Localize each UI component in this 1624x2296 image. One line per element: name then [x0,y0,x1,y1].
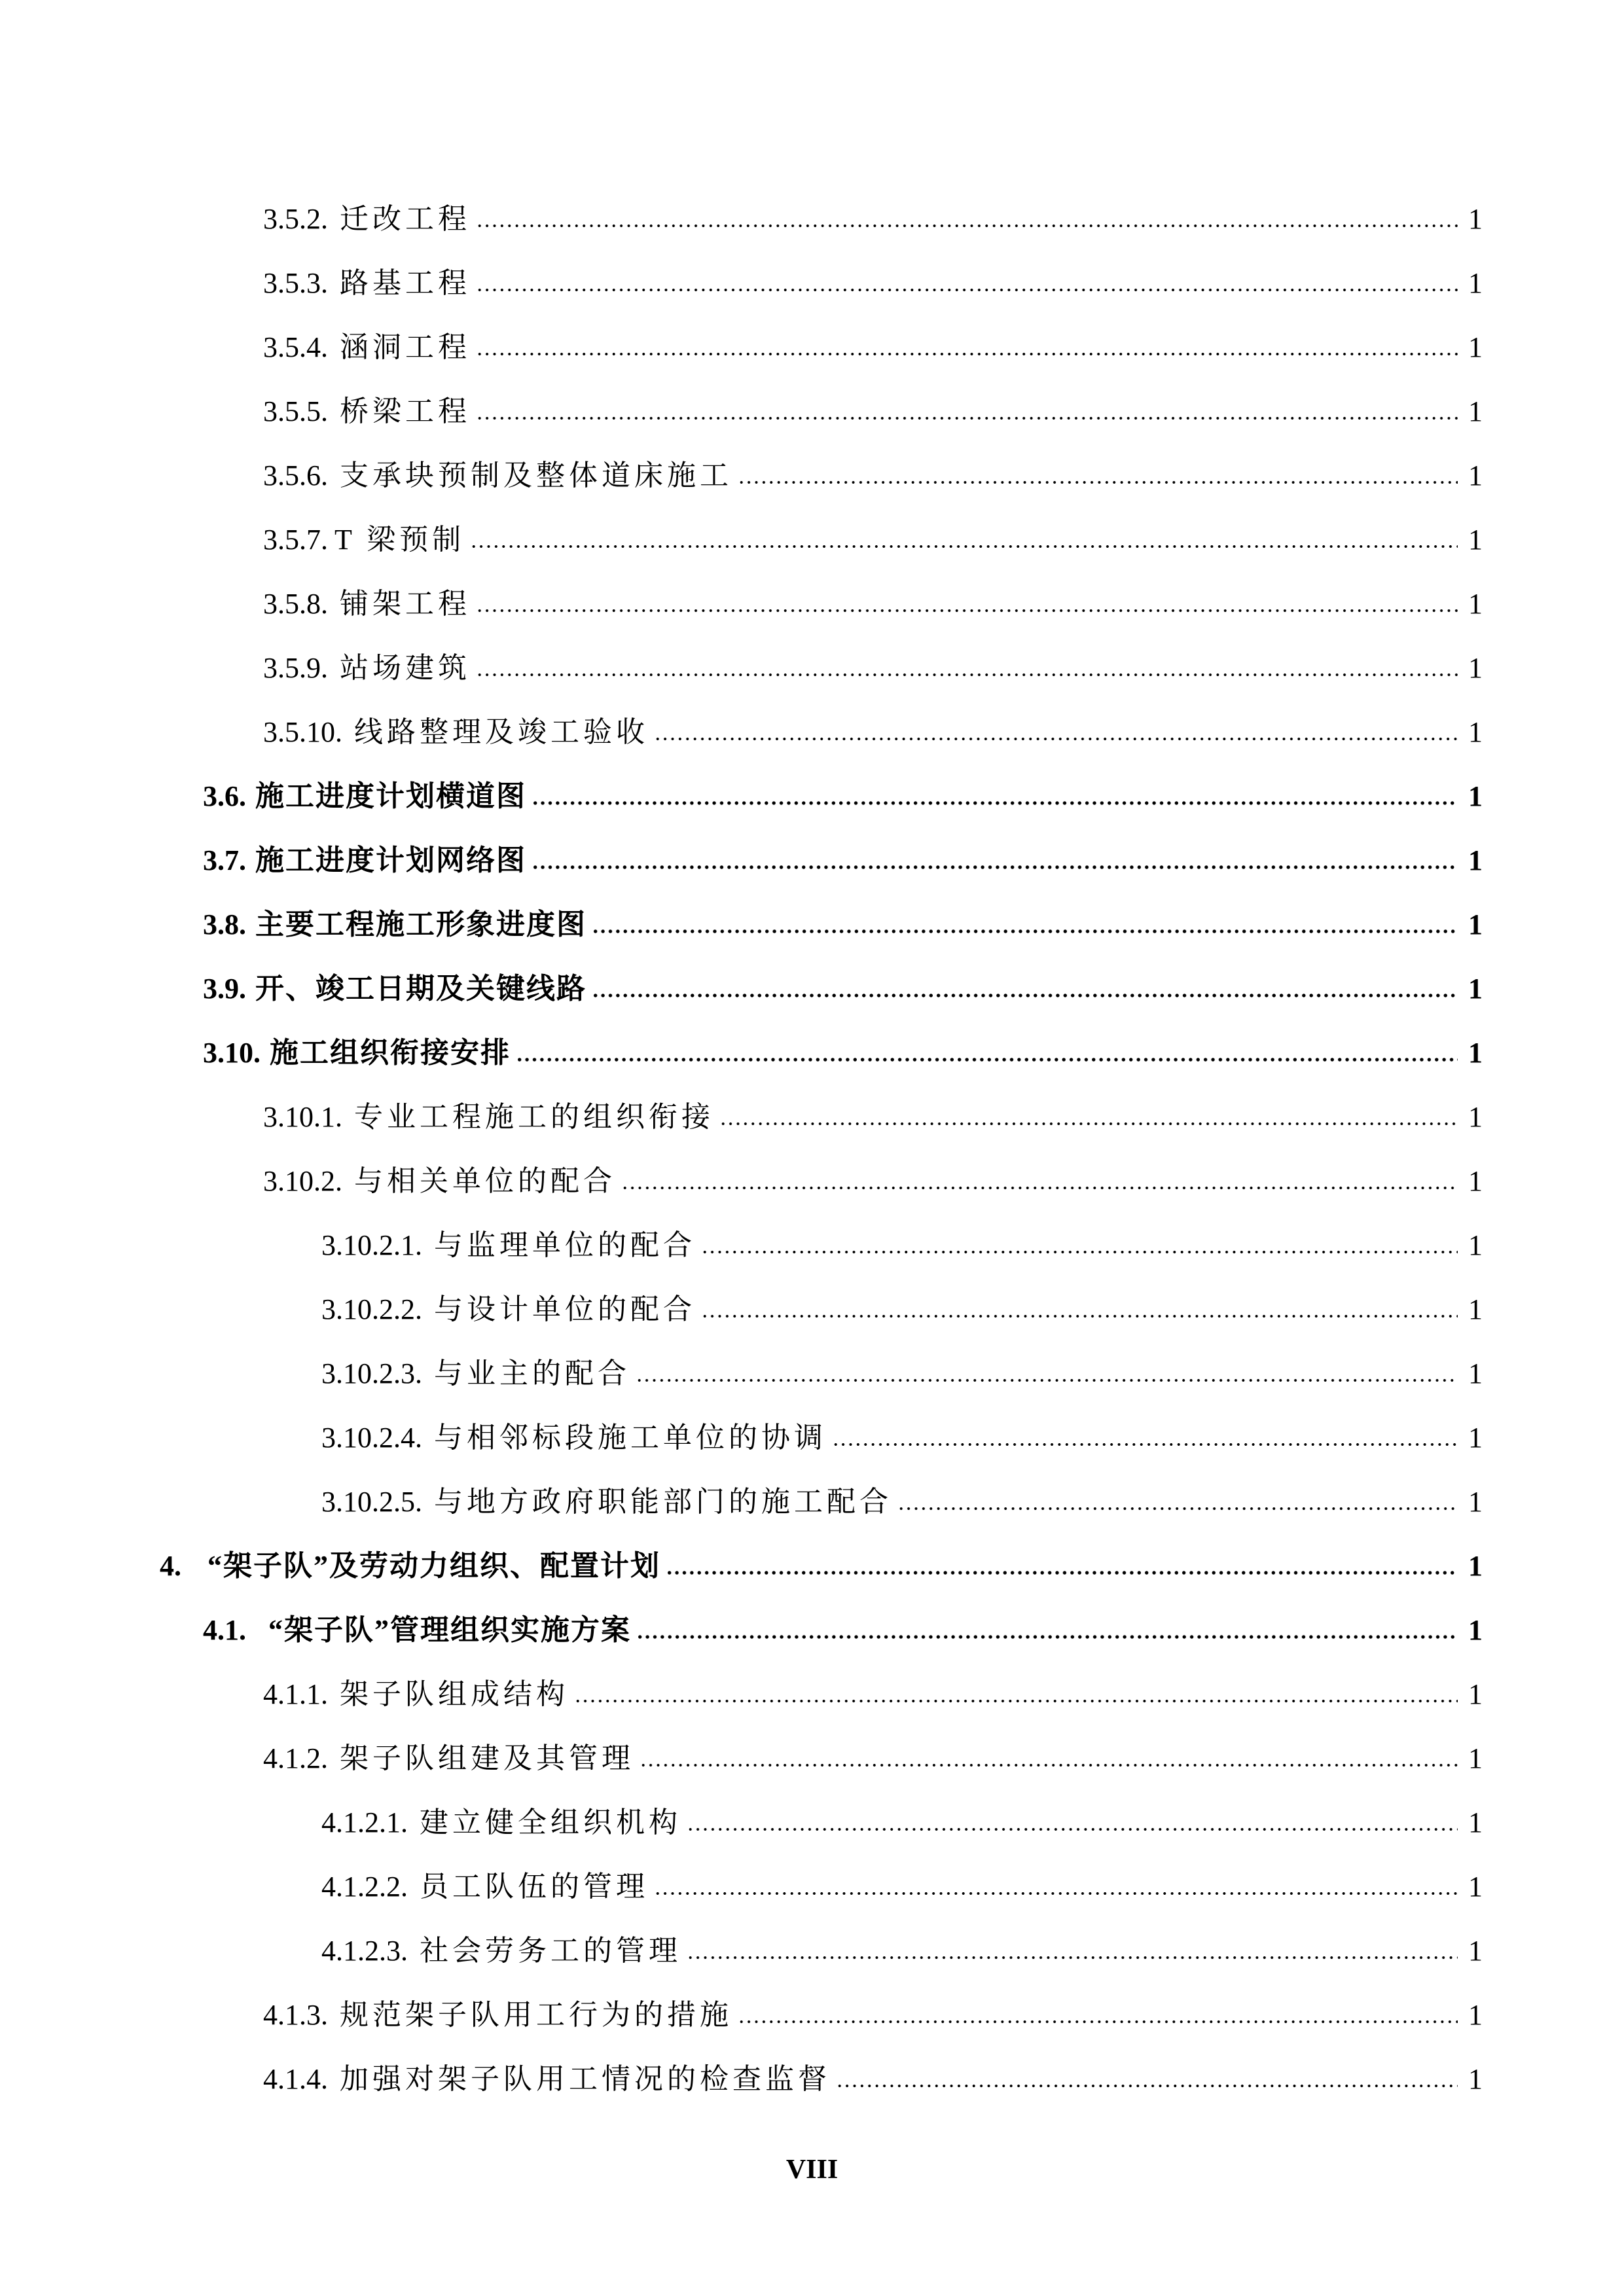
dot-leader [592,929,1458,934]
dot-leader [666,1570,1458,1575]
page-number-footer: VIII [785,2155,839,2185]
toc-entry-number: 3.10.2.2. [321,1293,422,1325]
dot-leader [719,1121,1458,1126]
toc-entry-number: 4.1.2.3. [321,1935,408,1967]
dot-leader [476,672,1458,677]
toc-entry[interactable] [263,578,1483,630]
toc-entry[interactable] [321,1219,1483,1272]
dot-leader [476,287,1458,293]
toc-entry-title: 开、竣工日期及关键线路 [255,973,586,1005]
dot-leader [687,1955,1458,1960]
toc-entry-title: 与相邻标段施工单位的协调 [434,1422,827,1454]
toc-entry-page: 1 [1468,973,1483,1005]
toc-entry-number: 3.5.8. [263,588,328,620]
toc-entry-page: 1 [1468,331,1483,363]
toc-entry-title: 主要工程施工形象进度图 [255,908,586,941]
toc-entry[interactable] [263,706,1483,759]
dot-leader [532,865,1458,870]
toc-entry-number: 3.10.2.5. [321,1486,422,1518]
toc-entry[interactable] [263,1668,1483,1721]
toc-entry-number: 3.5.7. [263,524,328,556]
toc-entry-page: 1 [1468,395,1483,427]
toc-entry[interactable] [203,834,1483,887]
toc-entry-page: 1 [1468,1935,1483,1967]
toc-entry-title: 员工队伍的管理 [420,1871,649,1903]
toc-entry-title: 涵洞工程 [340,331,471,363]
toc-entry-number: 3.5.3. [263,267,328,299]
toc-entry[interactable] [263,386,1483,438]
toc-entry[interactable] [203,770,1483,823]
toc-entry-page: 1 [1468,1999,1483,2031]
toc-entry-title: T 梁预制 [334,524,465,556]
dot-leader [574,1698,1458,1704]
toc-entry-title: 迁改工程 [340,203,471,235]
toc-entry-number: 4.1.2.2. [321,1871,408,1903]
toc-entry-page: 1 [1468,1422,1483,1454]
dot-leader [687,1827,1458,1832]
toc-entry[interactable] [203,1604,1483,1657]
toc-entry-title: “架子队”管理组织实施方案 [268,1614,631,1646]
toc-entry-page: 1 [1468,1550,1483,1582]
dot-leader [701,1314,1458,1319]
toc-entry-number: 3.5.2. [263,203,328,235]
toc-entry[interactable] [321,1348,1483,1400]
dot-leader [476,223,1458,228]
toc-entry-number: 4.1.1. [263,1678,328,1710]
toc-entry-number: 4.1.4. [263,2063,328,2095]
toc-entry-number: 4.1.3. [263,1999,328,2031]
toc-entry[interactable] [263,514,1483,566]
toc-entry-page: 1 [1468,1293,1483,1325]
toc-entry-page: 1 [1468,1806,1483,1839]
toc-entry-title: 与地方政府职能部门的施工配合 [434,1486,892,1518]
toc-entry-page: 1 [1468,203,1483,235]
toc-entry[interactable] [263,193,1483,245]
toc-entry-number: 3.7. [203,844,246,876]
dot-leader [516,1057,1458,1062]
dot-leader [701,1249,1458,1255]
toc-entry[interactable] [263,1155,1483,1208]
toc-entry-number: 3.10. [203,1037,261,1069]
toc-entry-page: 1 [1468,1165,1483,1197]
dot-leader [832,1442,1458,1447]
toc-entry-number: 3.5.10. [263,716,342,748]
toc-entry[interactable] [321,1925,1483,1977]
toc-entry-number: 4. [160,1550,181,1582]
toc-entry-title: 路基工程 [340,267,471,299]
toc-entry[interactable] [263,1091,1483,1143]
toc-entry-page: 1 [1468,716,1483,748]
toc-entry-number: 3.6. [203,780,246,812]
toc-entry-number: 3.5.6. [263,459,328,492]
toc-entry-number: 3.10.2.1. [321,1229,422,1261]
toc-entry-number: 3.10.1. [263,1101,342,1133]
toc-entry-number: 3.10.2. [263,1165,342,1197]
dot-leader [654,1891,1458,1896]
dot-leader [476,351,1458,357]
toc-entry-title: 社会劳务工的管理 [420,1935,681,1967]
toc-entry[interactable] [263,2053,1483,2106]
toc-entry-title: 铺架工程 [340,588,471,620]
toc-entry-title: 加强对架子队用工情况的检查监督 [340,2063,831,2095]
dot-leader [654,736,1458,742]
toc-entry-number: 3.9. [203,973,246,1005]
toc-entry-title: 建立健全组织机构 [420,1806,681,1839]
dot-leader [470,544,1458,549]
toc-entry[interactable] [203,899,1483,951]
toc-entry-title: 站场建筑 [340,652,471,684]
toc-entry[interactable] [263,321,1483,374]
toc-entry-title: 与设计单位的配合 [434,1293,696,1325]
toc-entry-title: 施工进度计划横道图 [255,780,526,812]
toc-entry-title: 与监理单位的配合 [434,1229,696,1261]
dot-leader [738,2019,1458,2024]
toc-entry[interactable] [321,1476,1483,1528]
toc-entry-page: 1 [1468,908,1483,941]
toc-entry-title: “架子队”及劳动力组织、配置计划 [208,1550,660,1582]
toc-entry[interactable] [203,963,1483,1015]
toc-entry-title: 与相关单位的配合 [354,1165,616,1197]
toc-entry[interactable] [263,1989,1483,2041]
toc-entry-page: 1 [1468,1101,1483,1133]
dot-leader [636,1378,1458,1383]
toc-entry-number: 3.5.4. [263,331,328,363]
toc-entry-title: 支承块预制及整体道床施工 [340,459,732,492]
dot-leader [640,1763,1458,1768]
toc-entry-title: 专业工程施工的组织衔接 [354,1101,714,1133]
toc-entry-page: 1 [1468,780,1483,812]
toc-entry-number: 3.10.2.4. [321,1422,422,1454]
dot-leader [476,416,1458,421]
dot-leader [836,2083,1458,2089]
toc-entry-page: 1 [1468,1614,1483,1646]
dot-leader [636,1634,1458,1640]
toc-entry-page: 1 [1468,267,1483,299]
toc-entry-page: 1 [1468,459,1483,492]
dot-leader [897,1506,1458,1511]
toc-entry-page: 1 [1468,1229,1483,1261]
toc-entry-page: 1 [1468,1357,1483,1390]
toc-entry-page: 1 [1468,524,1483,556]
dot-leader [476,608,1458,613]
toc-entry-page: 1 [1468,1871,1483,1903]
dot-leader [532,800,1458,806]
toc-entry-page: 1 [1468,1678,1483,1710]
dot-leader [592,993,1458,998]
toc-entry-title: 线路整理及竣工验收 [354,716,649,748]
toc-entry-number: 3.8. [203,908,246,941]
dot-leader [621,1185,1458,1191]
toc-entry-page: 1 [1468,1486,1483,1518]
toc-entry[interactable] [321,1797,1483,1849]
toc-entry-title: 架子队组成结构 [340,1678,569,1710]
toc-entry-number: 4.1.2.1. [321,1806,408,1839]
toc-entry-number: 4.1. [203,1614,246,1646]
toc-entry-title: 施工进度计划网络图 [255,844,526,876]
toc-entry-title: 规范架子队用工行为的措施 [340,1999,732,2031]
toc-entry-page: 1 [1468,844,1483,876]
toc-entry-page: 1 [1468,1037,1483,1069]
dot-leader [738,480,1458,485]
toc-entry-number: 4.1.2. [263,1742,328,1774]
toc-entry[interactable] [263,642,1483,694]
toc-entry[interactable] [263,257,1483,310]
toc-entry-number: 3.10.2.3. [321,1357,422,1390]
toc-entry[interactable] [160,1540,1483,1592]
toc-entry[interactable] [321,1861,1483,1913]
toc-entry-page: 1 [1468,652,1483,684]
toc-entry[interactable] [203,1027,1483,1079]
toc-entry-title: 架子队组建及其管理 [340,1742,634,1774]
toc-entry-title: 与业主的配合 [434,1357,630,1390]
toc-entry[interactable] [263,450,1483,502]
toc-entry[interactable] [321,1283,1483,1336]
toc-entry-page: 1 [1468,1742,1483,1774]
toc-entry-page: 1 [1468,588,1483,620]
toc-entry[interactable] [263,1732,1483,1785]
toc-entry-title: 桥梁工程 [340,395,471,427]
toc-entry[interactable] [321,1412,1483,1464]
toc-entry-number: 3.5.5. [263,395,328,427]
toc-entry-page: 1 [1468,2063,1483,2095]
toc-entry-number: 3.5.9. [263,652,328,684]
toc-entry-title: 施工组织衔接安排 [270,1037,511,1069]
